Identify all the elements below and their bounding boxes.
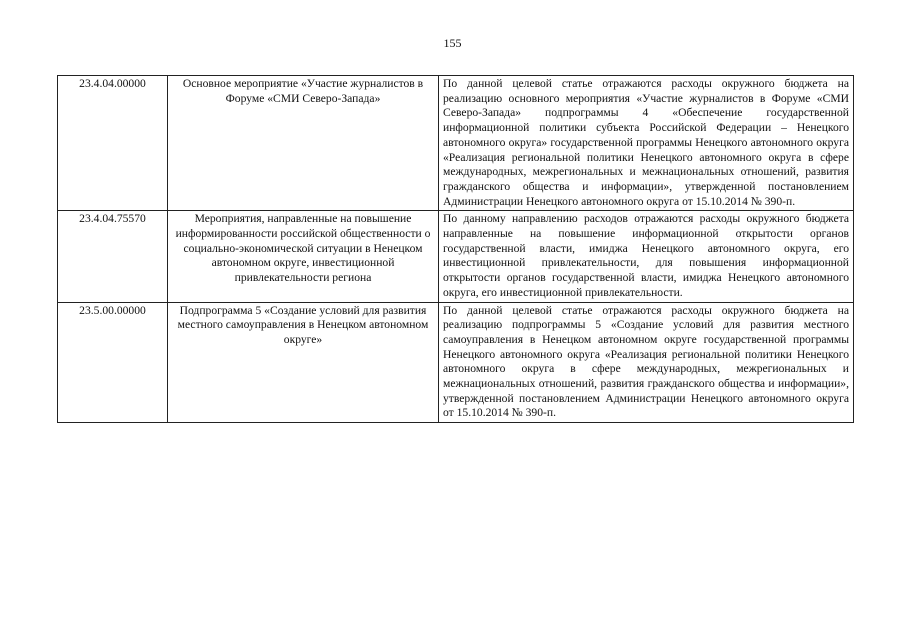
target-article-name: Основное мероприятие «Участие журналистов в Форуме «СМИ Северо-Запада»: [168, 76, 439, 211]
target-article-code: 23.4.04.00000: [58, 76, 168, 211]
table-row: [58, 76, 854, 211]
budget-classification-table: [57, 75, 854, 423]
table-row: [58, 302, 854, 423]
target-article-code: 23.5.00.00000: [58, 302, 168, 423]
target-article-description: По данному направлению расходов отражаются расходы окружного бюджета направленные на повышение информационной открытости органов государственной власти, имиджа Ненецкого автономного округа, его инвестиционной привлекательности, для повышения информационной открытости органов государственной власти, имиджа Ненецкого автономного округа, его инвестиционной привлекательности.: [439, 211, 854, 302]
target-article-name: Мероприятия, направленные на повышение информированности российской общественности о социально-экономической ситуации в Ненецком автономном округе, инвестиционной привлекательности региона: [168, 211, 439, 302]
target-article-name: Подпрограмма 5 «Создание условий для развития местного самоуправления в Ненецком автономном округе»: [168, 302, 439, 423]
page-number: 155: [443, 36, 462, 50]
target-article-description: По данной целевой статье отражаются расходы окружного бюджета на реализацию подпрограммы 5 «Создание условий для развития местного самоуправления в Ненецком автономном округе государственной программы Ненецкого автономного округа «Реализация региональной политики Ненецкого автономного округа в сфере международных, межрегиональных и межнациональных отношений, развития гражданского общества и информации», утвержденной постановлением Администрации Ненецкого автономного округа от 15.10.2014 № 390-п.: [439, 302, 854, 423]
target-article-code: 23.4.04.75570: [58, 211, 168, 302]
target-article-description: По данной целевой статье отражаются расходы окружного бюджета на реализацию основного мероприятия «Участие журналистов в Форуме «СМИ Северо-Запада» подпрограммы 4 «Обеспечение государственной информационной политики субъекта Российской Федерации – Ненецкого автономного округа» государственной программы Ненецкого автономного округа «Реализация региональной политики Ненецкого автономного округа в сфере международных, межрегиональных и межнациональных отношений, развития гражданского общества и информации», утвержденной постановлением Администрации Ненецкого автономного округа от 15.10.2014 № 390-п.: [439, 76, 854, 211]
table-row: [58, 211, 854, 302]
